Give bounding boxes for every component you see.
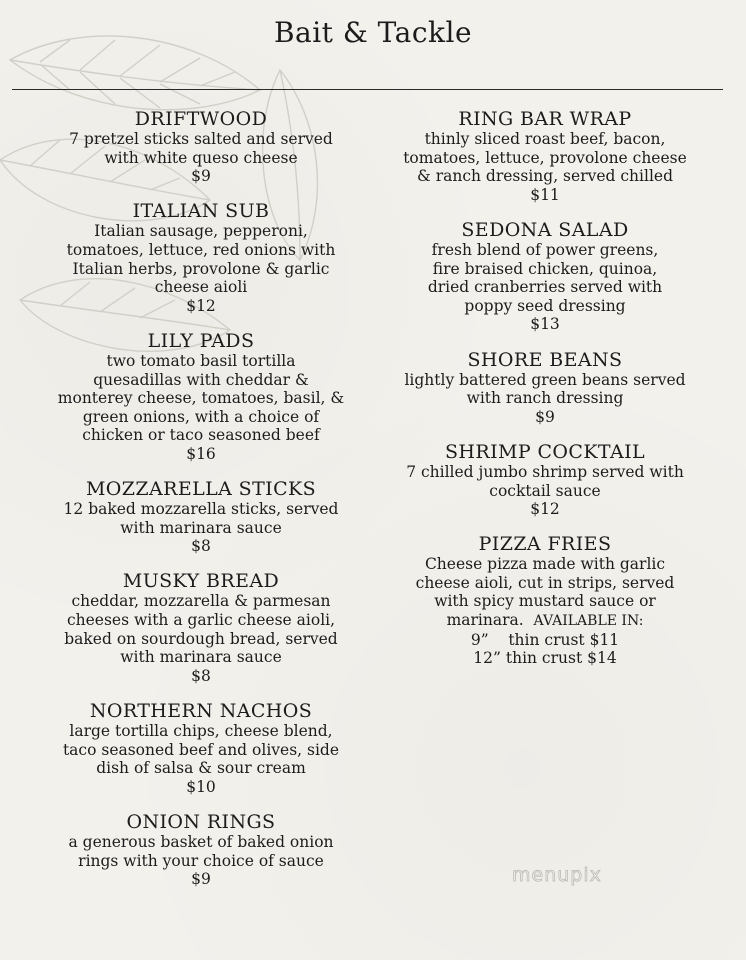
menu-item <box>18 330 384 464</box>
description-line: 7 chilled jumbo shrimp served with <box>406 462 684 481</box>
description-line <box>378 611 712 631</box>
item-name: DRIFTWOOD <box>134 108 268 130</box>
item-description <box>378 555 712 668</box>
description-line: fire braised chicken, quinoa, <box>432 259 658 278</box>
item-name: ONION RINGS <box>126 811 276 833</box>
description-line: Italian herbs, provolone & garlic <box>72 259 330 278</box>
title-divider <box>12 89 723 90</box>
item-price: $12 <box>186 296 216 315</box>
item-price: $16 <box>186 444 216 463</box>
item-price: $10 <box>186 777 216 796</box>
item-price: $9 <box>535 407 555 426</box>
item-price: $8 <box>191 537 211 556</box>
description-line: Cheese pizza made with garlic <box>424 555 666 574</box>
item-description <box>378 241 712 315</box>
menu-item <box>18 811 384 889</box>
item-description <box>378 463 712 500</box>
description-line: with spicy mustard sauce or <box>434 592 656 611</box>
description-line: with marinara sauce <box>120 518 282 537</box>
item-name: SHRIMP COCKTAIL <box>445 440 645 463</box>
menu-item <box>18 108 384 186</box>
menu-title: Bait & Tackle <box>273 16 473 49</box>
item-price: $9 <box>191 167 211 186</box>
description-line: a generous basket of baked onion <box>68 833 334 851</box>
availability-lead: marinara. <box>446 611 524 630</box>
pizza-size-9: 9” thin crust $11 <box>470 630 620 649</box>
menu-item <box>18 570 384 685</box>
description-line: green onions, with a choice of <box>82 407 320 426</box>
menu-item <box>18 478 384 556</box>
item-description <box>18 130 384 167</box>
item-description <box>18 500 384 537</box>
description-line: with marinara sauce <box>120 648 282 667</box>
item-name: MOZZARELLA STICKS <box>85 478 317 501</box>
watermark-logo: menupix <box>512 864 602 886</box>
item-name: RING BAR WRAP <box>458 108 632 130</box>
menu-item <box>378 349 712 427</box>
description-line: two tomato basil tortilla <box>106 351 296 370</box>
description-line: large tortilla chips, cheese blend, <box>69 722 333 741</box>
description-line: monterey cheese, tomatoes, basil, & <box>57 389 345 408</box>
item-description <box>378 130 712 186</box>
item-name: LILY PADS <box>147 329 255 352</box>
description-line: 7 pretzel sticks salted and served <box>69 130 333 148</box>
description-line: cheese aioli <box>154 278 248 297</box>
description-line: dish of salsa & sour cream <box>96 759 306 778</box>
description-line: lightly battered green beans served <box>404 370 686 389</box>
item-price: $11 <box>530 185 560 204</box>
item-description <box>18 222 384 296</box>
description-line: tomatoes, lettuce, red onions with <box>66 240 336 259</box>
description-line: Italian sausage, pepperoni, <box>94 222 308 241</box>
item-description <box>18 352 384 445</box>
menu-item <box>378 219 712 334</box>
right-column <box>378 108 712 682</box>
menu-item <box>378 108 712 204</box>
item-price: $8 <box>191 666 211 685</box>
description-line: cheeses with a garlic cheese aioli, <box>66 611 336 630</box>
item-name: NORTHERN NACHOS <box>89 700 313 723</box>
left-column <box>18 108 384 903</box>
item-description <box>378 371 712 408</box>
pizza-size-12: 12” thin crust $14 <box>473 649 617 668</box>
description-line: tomatoes, lettuce, provolone cheese <box>403 148 687 167</box>
menu-item-pizza-fries <box>378 533 712 668</box>
item-price: $12 <box>530 500 560 519</box>
item-description <box>18 592 384 666</box>
description-line: cheddar, mozzarella & parmesan <box>71 592 331 611</box>
description-line: quesadillas with cheddar & <box>93 370 309 389</box>
availability-label: AVAILABLE IN: <box>533 613 644 630</box>
description-line: taco seasoned beef and olives, side <box>62 740 340 759</box>
item-name: ITALIAN SUB <box>132 200 270 223</box>
menu-item <box>378 441 712 519</box>
item-description <box>18 833 384 870</box>
description-line: chicken or taco seasoned beef <box>82 426 320 445</box>
item-name: MUSKY BREAD <box>122 570 280 593</box>
description-line: cheese aioli, cut in strips, served <box>415 573 675 592</box>
description-line: with ranch dressing <box>466 389 624 408</box>
description-line: baked on sourdough bread, served <box>64 629 338 648</box>
description-line: cocktail sauce <box>489 481 601 500</box>
description-line: with white queso cheese <box>104 148 298 167</box>
description-line: fresh blend of power greens, <box>431 240 659 259</box>
item-name: SHORE BEANS <box>467 348 623 371</box>
description-line: poppy seed dressing <box>464 296 626 315</box>
item-price: $13 <box>530 315 560 334</box>
item-name: SEDONA SALAD <box>461 218 629 241</box>
description-line: 12 baked mozzarella sticks, served <box>63 500 339 519</box>
description-line: thinly sliced roast beef, bacon, <box>424 130 666 148</box>
menu-item <box>18 700 384 796</box>
item-price: $9 <box>191 870 211 889</box>
description-line: & ranch dressing, served chilled <box>416 167 674 186</box>
description-line: dried cranberries served with <box>427 278 663 297</box>
item-description <box>18 722 384 778</box>
item-name: PIZZA FRIES <box>478 533 612 556</box>
description-line: rings with your choice of sauce <box>78 851 324 870</box>
menu-item <box>18 200 384 315</box>
